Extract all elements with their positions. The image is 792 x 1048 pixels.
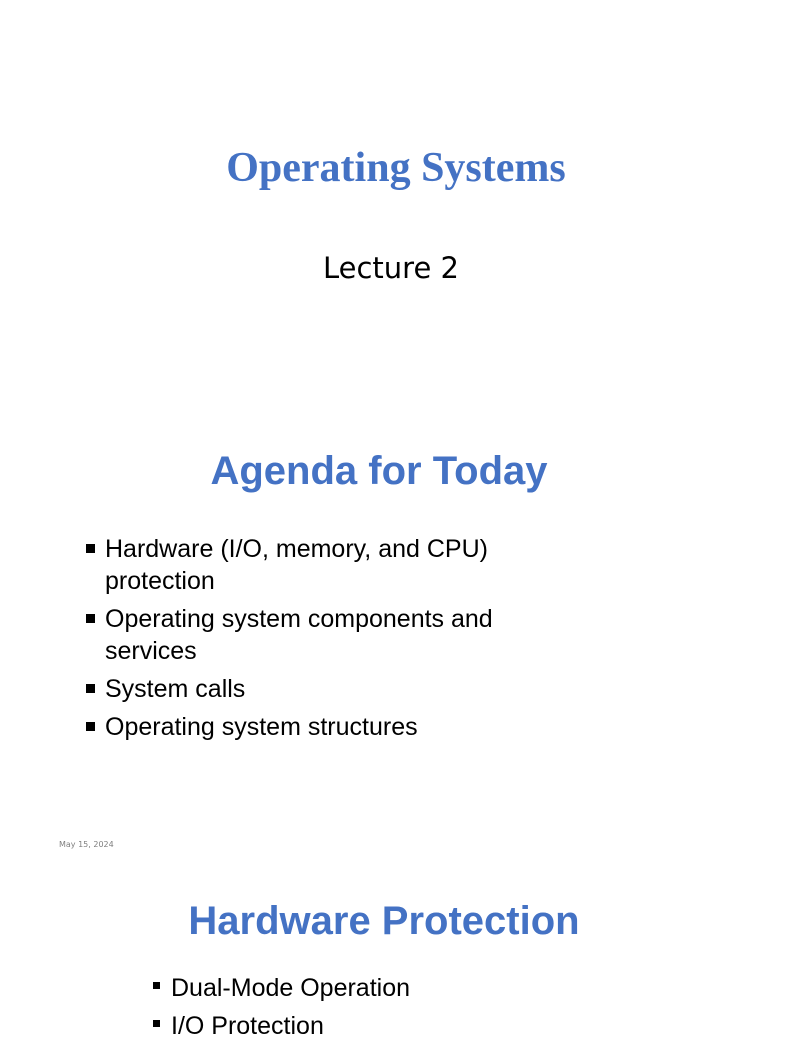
list-item-text: Operating system components and services: [105, 605, 493, 665]
list-item: [84, 533, 554, 597]
bullet-list: [84, 533, 554, 749]
list-item: [150, 972, 650, 1004]
list-item-text: I/O Protection: [171, 1012, 324, 1040]
agenda-slide: [0, 400, 768, 860]
list-item-text: Hardware (I/O, memory, and CPU) protection: [105, 535, 488, 595]
slide-title: Operating Systems: [226, 145, 566, 191]
square-bullet-icon: [86, 722, 95, 731]
hardware-protection-slide: [0, 860, 768, 1040]
list-item: [84, 603, 554, 667]
square-bullet-icon: [153, 982, 160, 989]
list-item: [84, 673, 554, 705]
square-bullet-icon: [86, 544, 95, 553]
list-item-text: System calls: [105, 675, 246, 703]
slide-heading: Agenda for Today: [210, 449, 548, 493]
slide-heading: Hardware Protection: [188, 899, 580, 943]
list-item-text: Dual-Mode Operation: [171, 974, 411, 1002]
square-bullet-icon: [86, 684, 95, 693]
slide-subtitle: Lecture 2: [323, 251, 459, 285]
square-bullet-icon: [86, 614, 95, 623]
list-item: [84, 711, 554, 743]
list-item: [150, 1010, 650, 1042]
slide-date: May 15, 2024: [59, 840, 114, 849]
bullet-list: [150, 972, 650, 1048]
list-item-text: Operating system structures: [105, 713, 418, 741]
square-bullet-icon: [153, 1020, 160, 1027]
title-slide: [0, 0, 768, 400]
